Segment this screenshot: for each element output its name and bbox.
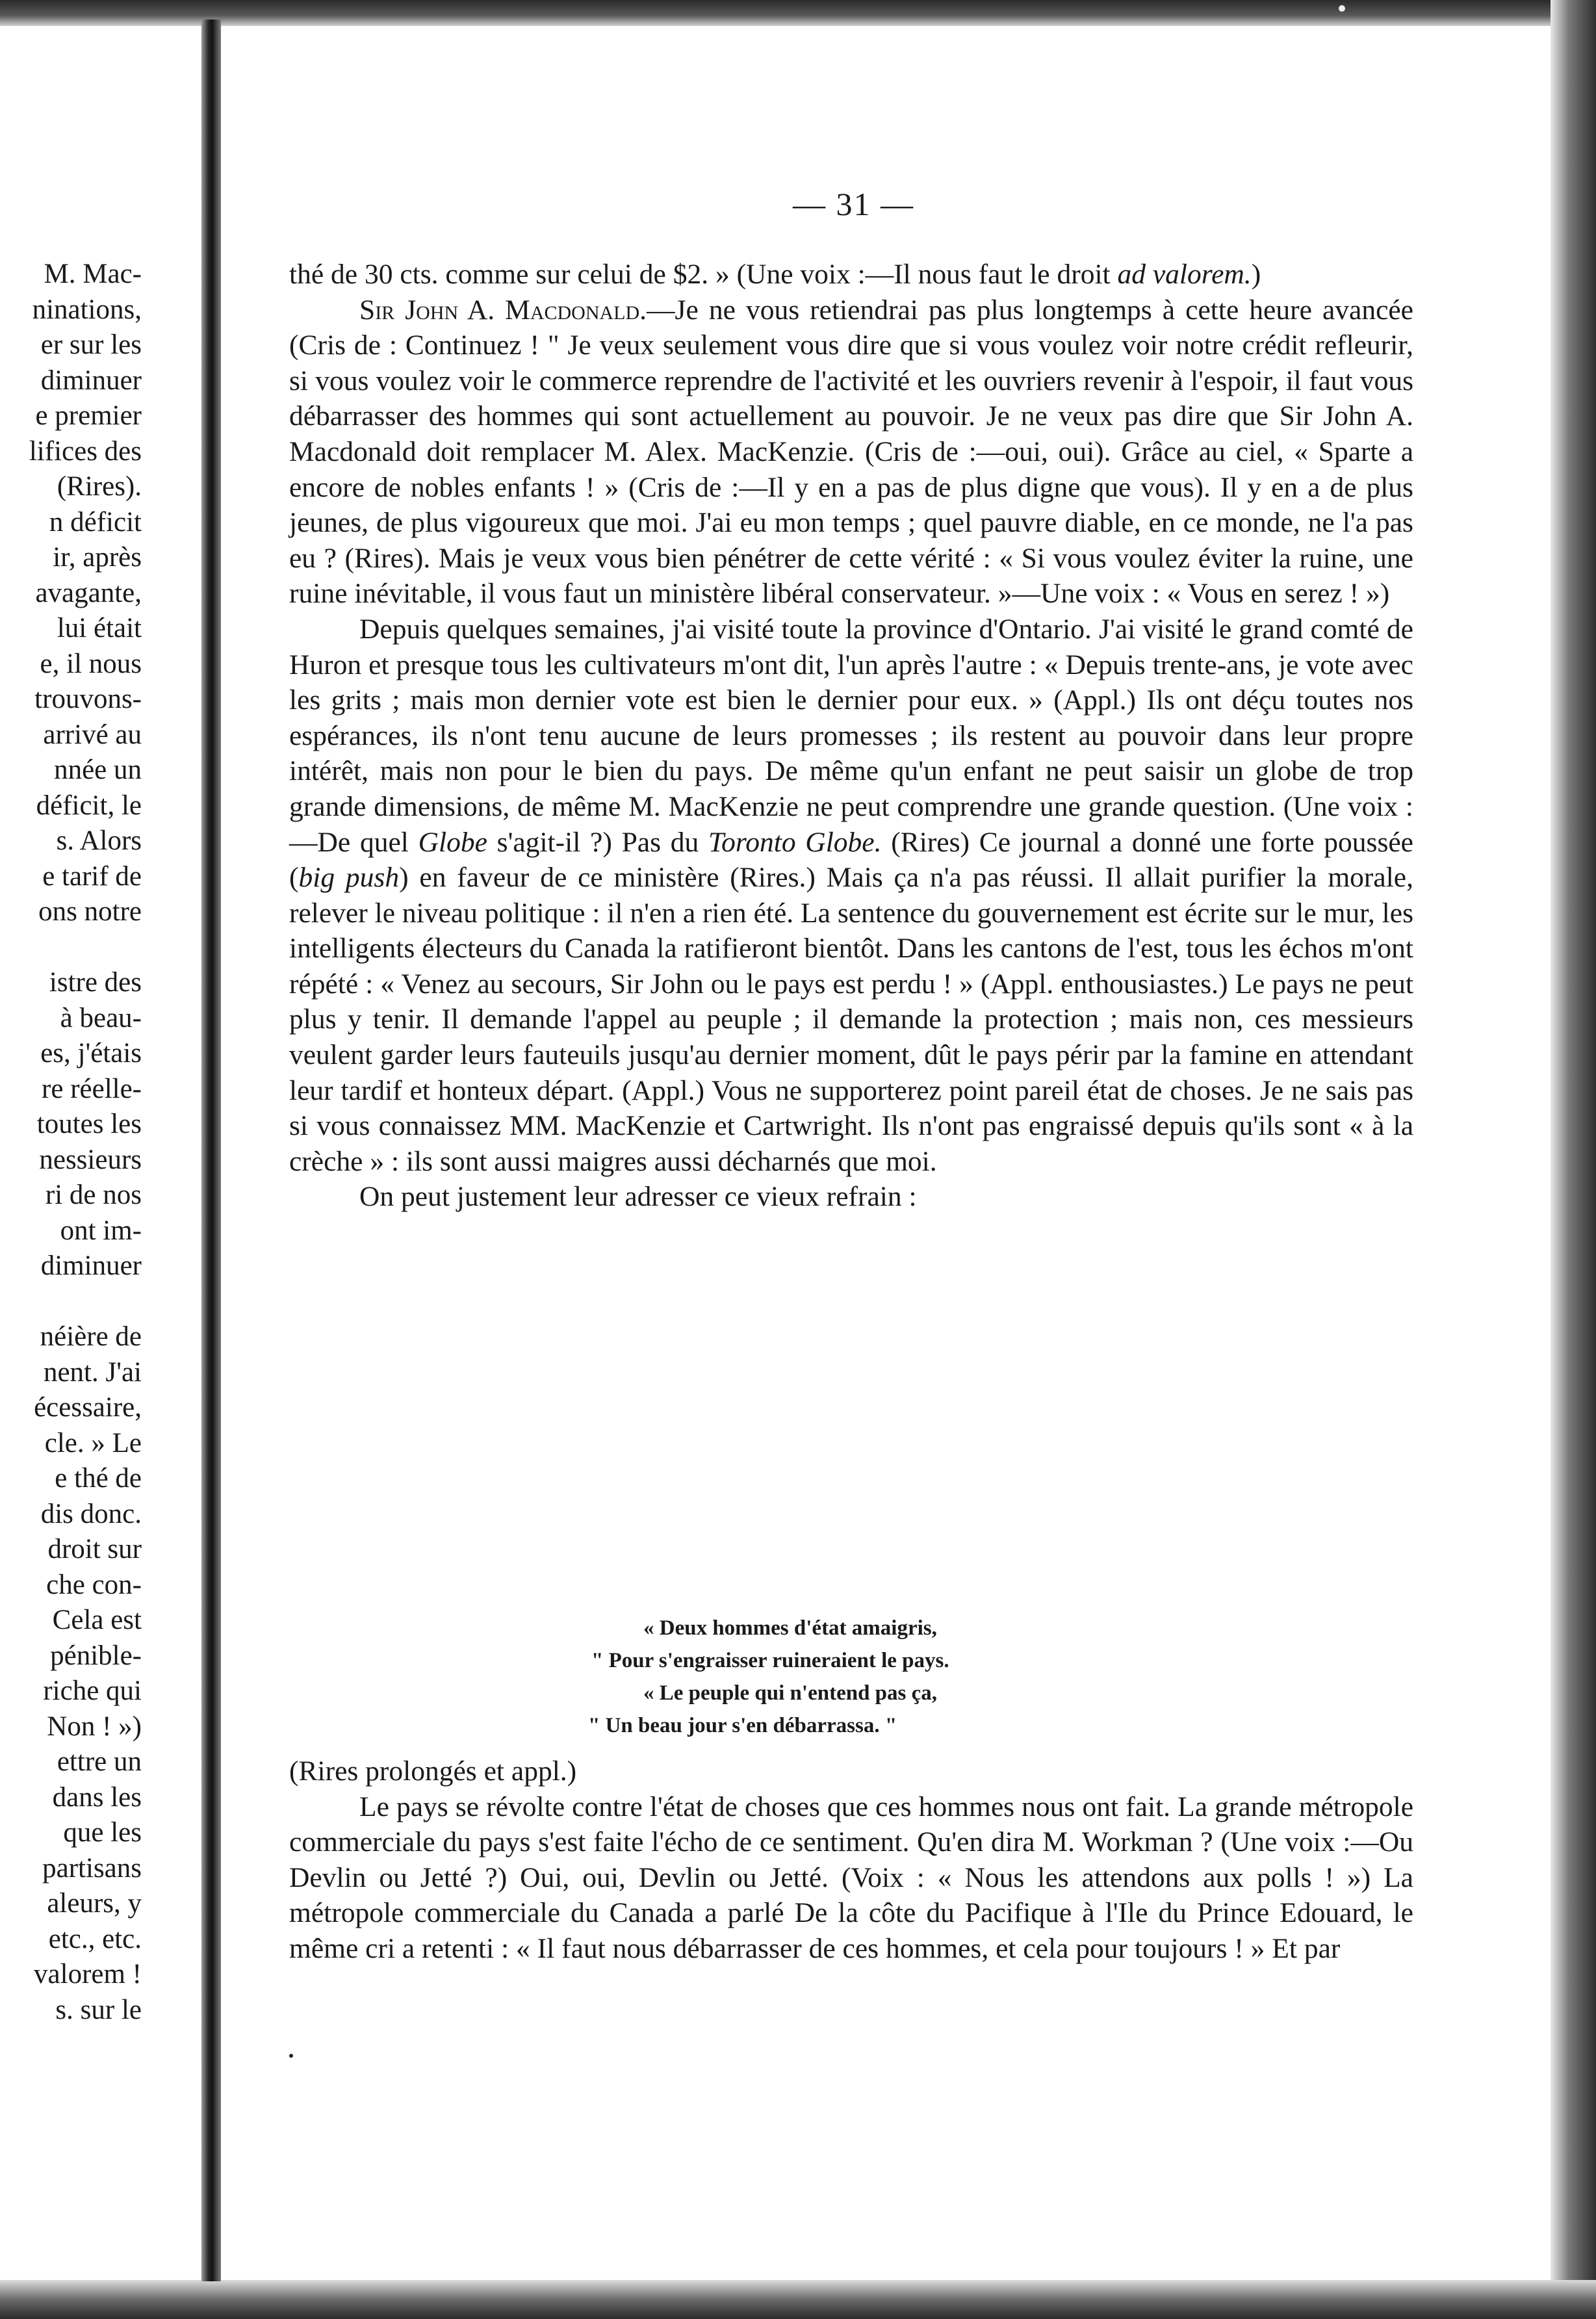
- scan-frame-bottom: [0, 2280, 1596, 2319]
- left-column-gap: [0, 1284, 142, 1320]
- left-column-line: que les: [63, 1817, 142, 1848]
- left-column-line: ninations,: [32, 294, 142, 325]
- left-column-line: riche qui: [43, 1676, 142, 1706]
- left-column-line: ont im-: [60, 1215, 142, 1246]
- left-column-line: déficit, le: [36, 790, 142, 821]
- left-column-line: néière de: [40, 1321, 142, 1352]
- p1-text: thé de 30 cts. comme sur celui de $2. » (Une voix :—Il nous faut le droit: [289, 259, 1118, 290]
- left-column-line: partisans: [42, 1852, 142, 1884]
- left-column-line: lifices des: [29, 435, 142, 467]
- left-column-line: diminuer: [40, 365, 142, 396]
- verse-line: « Deux hommes d'état amaigris,: [643, 1616, 937, 1640]
- paragraph-5: (Rires prolongés et appl.): [289, 1755, 577, 1787]
- left-column-line: er sur les: [40, 330, 142, 360]
- left-column-line: istre des: [49, 967, 142, 998]
- verse-line: " Un beau jour s'en débarrassa. ": [588, 1714, 897, 1737]
- left-column-line: e tarif de: [42, 861, 142, 892]
- left-page-fragment: [0, 257, 142, 2028]
- left-column-line: cle. » Le: [44, 1427, 142, 1458]
- scan-speck: [1339, 5, 1345, 12]
- p3-italic-big-push: big push: [298, 862, 400, 894]
- scan-speck: [289, 2054, 293, 2058]
- left-column-line: n déficit: [49, 506, 142, 538]
- left-column-line: Non ! »): [47, 1711, 142, 1742]
- left-column-line: avagante,: [35, 577, 142, 608]
- left-column-line: e premier: [35, 400, 142, 431]
- verse-line: « Le peuple qui n'entend pas ça,: [643, 1681, 938, 1705]
- speaker-name: Sir John A. Macdonald.: [359, 294, 647, 326]
- left-column-line: (Rires).: [57, 471, 142, 502]
- left-column-line: nessieurs: [39, 1144, 142, 1175]
- left-column-line: M. Mac-: [44, 259, 142, 289]
- left-column-line: e, il nous: [40, 648, 142, 679]
- left-column-line: à beau-: [60, 1002, 142, 1033]
- left-column-line: aleurs, y: [47, 1888, 142, 1919]
- left-column-line: e thé de: [55, 1463, 142, 1494]
- paragraph-6: Le pays se révolte contre l'état de choses que ces hommes nous ont fait. La grande métropole commerciale du pays s'est faite l'écho de ce sentiment. Qu'en dira M. Workman ? (Une voix :—Ou Devlin ou Jetté ?) Oui, oui, Devlin ou Jetté. (Voix : « Nous les attendons aux polls ! ») La métropole commerciale du Canada a parlé De la côte du Pacifique à l'Ile du Prince Edouard, le même cri a retenti : « Il faut nous débarrasser de ces hommes, et cela pour toujours ! » Et par: [289, 1791, 1413, 1964]
- left-column-line: ons notre: [38, 896, 142, 927]
- p3-italic-toronto-globe: Toronto Globe.: [708, 826, 882, 858]
- scan-frame-right: [1551, 0, 1596, 2319]
- p2-text: —Je ne vous retiendrai pas plus longtemps à cette heure avancée (Cris de : Continuez ! " Je veux seulement vous dire que si vous voulez voir notre crédit refleurir, si vous voulez voir le commerce reprendre de l'activité et les ouvriers revenir à l'espoir, il faut vous débarrasser des hommes qui sont actuellement au pouvoir. Je ne veux pas dire que Sir John A. Macdonald doit remplacer M. Alex. MacKenzie. (Cris de :—oui, oui). Grâce au ciel, « Sparte a encore de nobles enfants ! » (Cris de :—Il y en a pas de plus digne que vous). Il y en a de plus jeunes, de plus vigoureux que moi. J'ai eu mon temps ; quel pauvre diable, en ce monde, ne l'a pas eu ? (Rires). Mais je veux vous bien pénétrer de cette vérité : « Si vous voulez éviter la ruine, une ruine inévitable, il vous faut un ministère libéral conservateur. »—Une voix : « Vous en serez ! »): [289, 294, 1413, 610]
- left-column-line: écessaire,: [34, 1392, 142, 1423]
- left-column-line: dis donc.: [40, 1498, 142, 1529]
- refrain-verse: [559, 1612, 1144, 1742]
- left-column-line: s. sur le: [55, 1994, 142, 2025]
- left-column-line: pénible-: [50, 1640, 142, 1671]
- left-column-line: ettre un: [57, 1746, 142, 1777]
- left-column-gap: [0, 930, 142, 966]
- page-number: — 31 —: [793, 186, 914, 222]
- p1-close: ): [1251, 259, 1261, 290]
- p3-text-a: Depuis quelques semaines, j'ai visité toute la province d'Ontario. J'ai visité le grand comté de Huron et presque tous les cultivateurs m'ont dit, l'un après l'autre : « Depuis trente-ans, je vote avec les grits ; mais mon dernier vote est bien le dernier pour eux. » (Appl.) Ils ont déçu toutes nos espérances, ils n'ont tenu aucune de leurs promesses ; ils restent au pouvoir dans leur propre intérêt, mais non pour le bien du pays. De même qu'un enfant ne peut saisir un globe de trop grande dimensions, de même M. MacKenzie ne peut comprendre une grande question. (Une voix :—De quel: [289, 613, 1413, 858]
- left-column-line: nent. J'ai: [43, 1356, 142, 1388]
- scan-frame-top: [0, 0, 1596, 26]
- left-column-line: ir, après: [53, 542, 142, 573]
- paragraph-1: [289, 257, 1413, 292]
- main-text-block-2: [289, 1754, 1413, 1967]
- left-column-line: lui était: [57, 613, 142, 643]
- paragraph-4: On peut justement leur adresser ce vieux refrain :: [359, 1181, 917, 1213]
- left-column-line: droit sur: [47, 1534, 142, 1564]
- left-column-line: es, j'étais: [40, 1038, 142, 1069]
- page-gutter: [201, 19, 221, 2281]
- paragraph-2: [289, 292, 1413, 612]
- left-column-line: ri de nos: [45, 1180, 142, 1210]
- main-text-block: [289, 257, 1413, 1215]
- left-column-line: re réelle-: [42, 1073, 142, 1104]
- p3-text-b: s'agit-il ?) Pas du: [487, 826, 708, 858]
- left-column-line: toutes les: [36, 1109, 142, 1139]
- p3-text-d: ) en faveur de ce ministère (Rires.) Mais ça n'a pas réussi. Il allait purifier la morale, relever le niveau politique : il n'en a rien été. La sentence du gouvernement est écrite sur le mur, les intelligents électeurs du Canada la ratifieront bientôt. Dans les cantons de l'est, tous les échos m'ont répété : « Venez au secours, Sir John ou le pays est perdu ! » (Appl. enthousiastes.) Le pays ne peut plus y tenir. Il demande l'appel au peuple ; il demande la protection ; mais non, ces messieurs veulent garder leurs fauteuils jusqu'au dernier moment, dût le pays périr par la famine en attendant leur tardif et honteux départ. (Appl.) Vous ne supporterez point pareil état de choses. Je ne sais pas si vous connaissez MM. MacKenzie et Cartwright. Ils n'ont pas engraissé depuis qu'ils sont « à la crèche » : ils sont aussi maigres aussi décharnés que moi.: [289, 862, 1413, 1177]
- p3-italic-globe: Globe: [418, 826, 487, 858]
- p1-italic: ad valorem.: [1117, 259, 1252, 290]
- paragraph-3: [289, 612, 1413, 1180]
- verse-line: " Pour s'engraisser ruineraient le pays.: [591, 1649, 949, 1672]
- p3-text-c: (Rires) Ce journal a donné une forte poussée (: [289, 826, 1413, 894]
- left-column-line: arrivé au: [43, 719, 142, 750]
- left-column-line: diminuer: [40, 1250, 142, 1281]
- left-column-line: nnée un: [54, 755, 142, 785]
- left-column-line: che con-: [46, 1569, 142, 1600]
- left-column-line: s. Alors: [56, 825, 142, 856]
- left-column-line: Cela est: [52, 1605, 142, 1635]
- left-column-line: etc., etc.: [48, 1923, 142, 1954]
- left-column-line: dans les: [52, 1781, 142, 1813]
- left-column-line: trouvons-: [34, 684, 142, 714]
- left-column-line: valorem !: [34, 1959, 142, 1989]
